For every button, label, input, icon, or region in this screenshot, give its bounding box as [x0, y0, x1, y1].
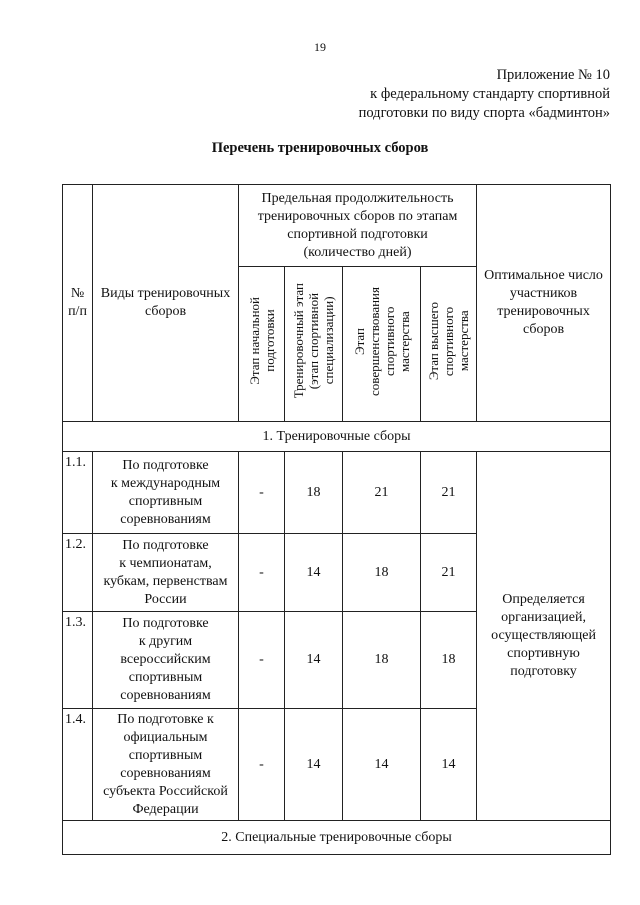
row-stage-3-days: 14	[343, 709, 421, 821]
header-optimal-participants: Оптимальное число участников тренировочных сборов	[477, 185, 611, 422]
row-camp-name: По подготовке к официальным спортивным соревнованиям субъекта Российской Федерации	[93, 709, 239, 821]
row-number: 1.1.	[63, 452, 93, 534]
row-stage-4-days: 21	[421, 452, 477, 534]
header-stage-initial	[239, 267, 285, 422]
appendix-line-1: Приложение № 10	[496, 67, 610, 83]
appendix-line-2: к федеральному стандарту спортивной	[370, 86, 610, 102]
header-stage-higher	[421, 267, 477, 422]
row-stage-3-days: 18	[343, 534, 421, 612]
appendix-line-3: подготовки по виду спорта «бадминтон»	[358, 105, 610, 121]
table-row	[63, 452, 611, 534]
row-stage-2-days: 18	[285, 452, 343, 534]
appendix-header	[359, 66, 610, 123]
section-heading-2: 2. Специальные тренировочные сборы	[63, 821, 611, 855]
header-number: № п/п	[63, 185, 93, 422]
row-stage-2-days: 14	[285, 534, 343, 612]
row-camp-name: По подготовке к чемпионатам, кубкам, первенствам России	[93, 534, 239, 612]
row-camp-name: По подготовке к другим всероссийским спортивным соревнованиям	[93, 612, 239, 709]
row-number: 1.4.	[63, 709, 93, 821]
row-stage-1-days: -	[239, 709, 285, 821]
row-stage-1-days: -	[239, 452, 285, 534]
header-stage-training-text: Тренировочный этап (этап спортивной специализации)	[291, 283, 336, 399]
section-heading-1: 1. Тренировочные сборы	[63, 422, 611, 452]
row-stage-4-days: 14	[421, 709, 477, 821]
row-stage-4-days: 18	[421, 612, 477, 709]
header-stage-higher-text: Этап высшего спортивного мастерства	[426, 301, 472, 381]
page-number: 19	[314, 40, 326, 54]
row-stage-2-days: 14	[285, 612, 343, 709]
row-number: 1.2.	[63, 534, 93, 612]
document-title: Перечень тренировочных сборов	[211, 140, 429, 156]
row-number: 1.3.	[63, 612, 93, 709]
row-stage-2-days: 14	[285, 709, 343, 821]
row-camp-name: По подготовке к международным спортивным соревнованиям	[93, 452, 239, 534]
row-stage-3-days: 18	[343, 612, 421, 709]
header-stage-improvement-text: Этап совершенствования спортивного мастерства	[351, 286, 412, 396]
optimal-participants-value: Определяется организацией, осуществляющей спортивную подготовку	[477, 452, 611, 821]
row-stage-1-days: -	[239, 534, 285, 612]
row-stage-3-days: 21	[343, 452, 421, 534]
header-camp-kind: Виды тренировочных сборов	[93, 185, 239, 422]
header-duration: Предельная продолжительность тренировочных сборов по этапам спортивной подготовки (количество дней)	[239, 185, 477, 267]
training-camps-table	[62, 184, 611, 855]
header-stage-training	[285, 267, 343, 422]
row-stage-1-days: -	[239, 612, 285, 709]
header-stage-initial-text: Этап начальной подготовки	[246, 297, 277, 385]
header-stage-improvement	[343, 267, 421, 422]
row-stage-4-days: 21	[421, 534, 477, 612]
